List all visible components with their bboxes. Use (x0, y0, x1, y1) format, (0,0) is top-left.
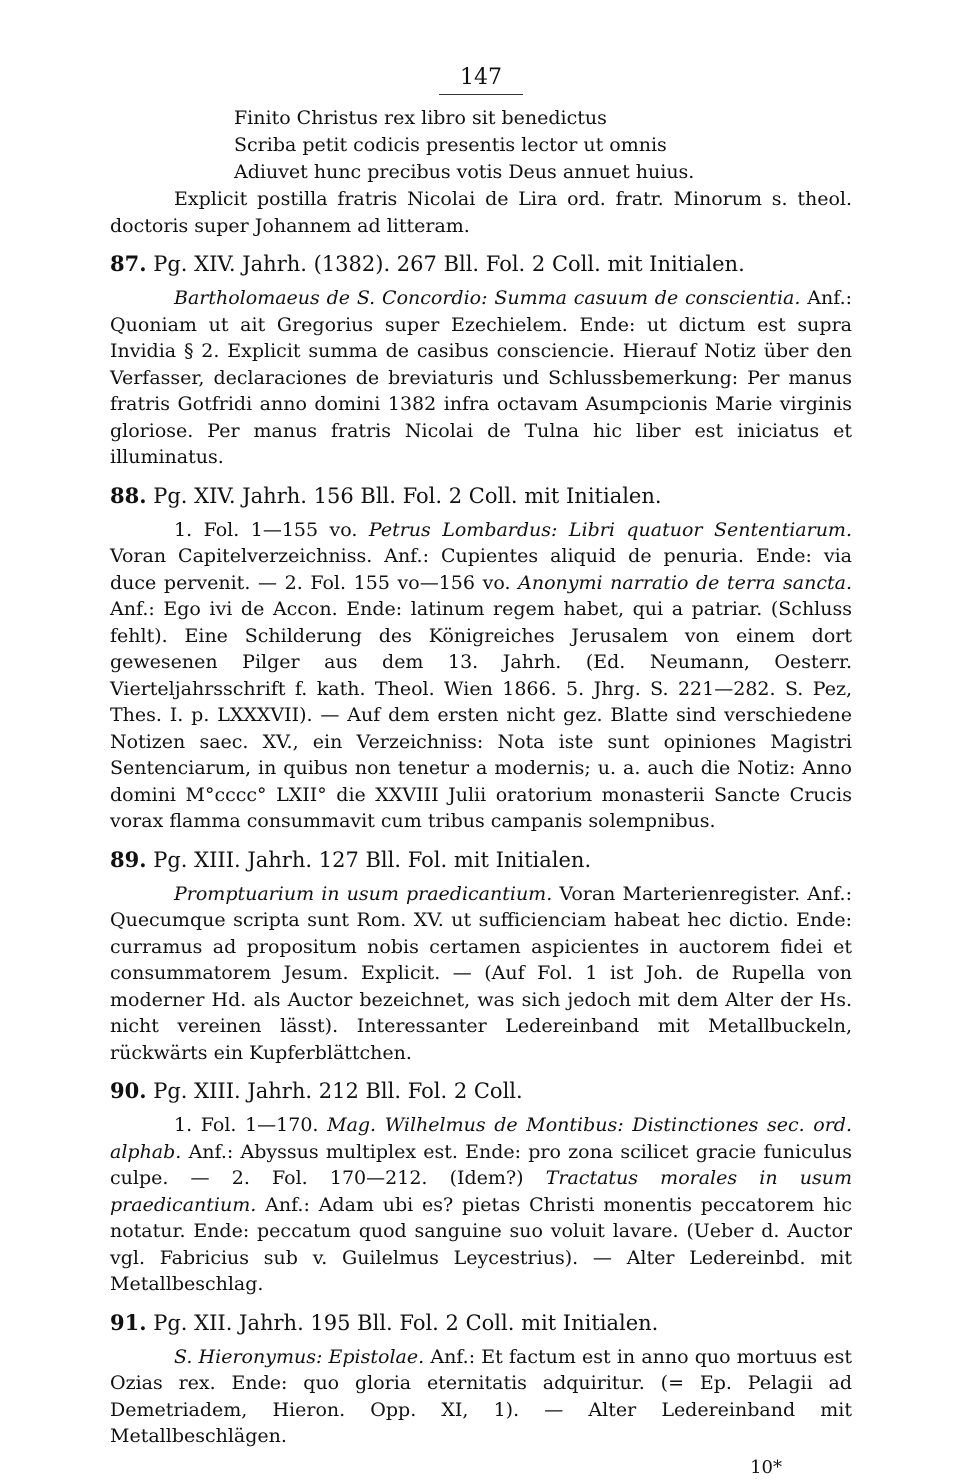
entry-body: Anf.: Et factum est in anno quo mortuus est Ozias rex. Ende: quo gloria eternitatis adquiritur. (= Ep. Pelagii ad Demetriadem, Hieron. Opp. XI, 1). — Alter Ledereinband mit Metallbeschlägen. (110, 1345, 852, 1447)
colophon-verse: Adiuvet hunc precibus votis Deus annuet huius. (234, 161, 695, 183)
entry-heading (110, 1308, 852, 1338)
signature-mark: 10* (750, 1456, 782, 1478)
work-title: Petrus Lombardus: Libri quatuor Sententiarum. (368, 518, 852, 541)
entry-body: Anf.: Ego ivi de Accon. Ende: latinum regem habet, qui a patriar. (Schluss fehlt). Eine Schilderung des Königreiches Jerusalem von einem dort gewesenen Pilger aus dem 13. Jahrh. (Ed. Neumann, Oesterr. Vierteljahrsschrift f. kath. Theol. Wien 1866. 5. Jhrg. S. 221—282. S. Pez, Thes. I. p. LXXXVII). — Auf dem ersten nicht gez. Blatte sind verschiedene Notizen saec. XV., ein Verzeichniss: Nota iste sunt opiniones Magistri Sentenciarum, in quibus non tenetur a modernis; u. a. auch die Notiz: Anno domini M°cccc° LXII° die XXVIII Julii oratorium monasterii Sancte Crucis vorax flamma consummavit cum tribus campanis solempnibus. (110, 598, 852, 832)
entry-87 (110, 249, 852, 471)
page-number: 147 (460, 65, 502, 90)
entry-number: 89. (110, 846, 147, 872)
entry-heading (110, 481, 852, 511)
colophon-verse: Scriba petit codicis presentis lector ut omnis (234, 134, 667, 156)
work-title: Bartholomaeus de S. Concordio: Summa casuum de conscientia. (174, 287, 801, 309)
entry-description (110, 1112, 852, 1298)
entry-heading (110, 845, 852, 875)
entry-heading-text: Pg. XIV. Jahrh. 156 Bll. Fol. 2 Coll. mit Initialen. (153, 483, 662, 508)
colophon-verse: Finito Christus rex libro sit benedictus (234, 107, 607, 129)
entry-number: 90. (110, 1078, 147, 1103)
entry-90 (110, 1076, 852, 1298)
entry-body: Anf.: Adam ubi es? pietas Christi monentis peccatorem hic notatur. Ende: peccatum quod sanguine suo voluit lavare. (Ueber d. Auctor vgl. Fabricius sub v. Guilelmus Leycestrius). — Alter Ledereinbd. mit Metallbeschlag. (110, 1193, 852, 1295)
entry-heading-text: Pg. XIII. Jahrh. 127 Bll. Fol. mit Initialen. (153, 847, 592, 872)
entry-description (110, 285, 852, 471)
work-title: Promptuarium in usum praedicantium. (174, 882, 553, 905)
part-prefix: 2. Fol. 170—212. (Idem?) (231, 1167, 524, 1189)
entry-heading-text: Pg. XII. Jahrh. 195 Bll. Fol. 2 Coll. mit Initialen. (153, 1310, 659, 1335)
entry-description (110, 881, 852, 1067)
entry-number: 91. (110, 1309, 147, 1335)
entry-heading (110, 1076, 852, 1106)
page-number-rule (439, 94, 523, 95)
entry-88 (110, 481, 852, 835)
entry-description (110, 517, 852, 835)
entry-heading (110, 249, 852, 279)
work-title: Mag. Wilhelmus de Montibus: Distinctiones sec. ord. alphab. (110, 1114, 852, 1163)
entry-body: Voran Marterienregister. Anf.: Quecumque scripta sunt Rom. XV. ut sufficienciam habeat hec dictio. Ende: curramus ad propositum nobis certamen aspicientes in auctorem fidei et consummatorem Jesum. Explicit. — (Auf Fol. 1 ist Joh. de Rupella von moderner Hd. als Auctor bezeichnet, was sich jedoch mit dem Alter der Hs. nicht vereinen lässt). Interessanter Ledereinband mit Metallbuckeln, rückwärts ein Kupferblättchen. (110, 882, 852, 1064)
work-title: Anonymi narratio de terra sancta. (518, 571, 852, 594)
page (110, 64, 852, 1482)
entry-description (110, 1344, 852, 1450)
entry-body: Voran Capitelverzeichniss. Anf.: Cupientes aliquid de penuria. Ende: via duce pervenit. — (110, 545, 852, 594)
work-title: Tractatus morales in usum praedicantium. (110, 1167, 852, 1216)
entry-number: 88. (110, 482, 147, 508)
entry-91 (110, 1308, 852, 1450)
entry-89 (110, 845, 852, 1067)
part-prefix: 1. Fol. 1—155 vo. (174, 518, 358, 541)
part-prefix: 2. Fol. 155 vo—156 vo. (284, 571, 511, 594)
entry-number: 87. (110, 251, 147, 276)
entry-heading-text: Pg. XIII. Jahrh. 212 Bll. Fol. 2 Coll. (153, 1079, 523, 1103)
work-title: S. Hieronymus: Epistolae. (174, 1345, 425, 1368)
entry-body: Anf.: Quoniam ut ait Gregorius super Ezechielem. Ende: ut dictum est supra Invidia § 2. Explicit summa de casibus consciencie. Hierauf Notiz über den Verfasser, declaraciones de breviaturis und Schlussbemerkung: Per manus fratris Gotfridi anno domini 1382 infra octavam Asumpcionis Marie virginis gloriose. Per manus fratris Nicolai de Tulna hic liber est iniciatus et illuminatus. (110, 287, 853, 468)
entry-body: Anf.: Abyssus multiplex est. Ende: pro zona scilicet gracie funiculus culpe. — (110, 1140, 852, 1189)
colophon-text: Explicit postilla fratris Nicolai de Lira ord. fratr. Minorum s. theol. doctoris super Johannem ad litteram. (110, 188, 852, 237)
part-prefix: 1. Fol. 1—170. (174, 1114, 319, 1136)
colophon (110, 105, 852, 239)
entry-heading-text: Pg. XIV. Jahrh. (1382). 267 Bll. Fol. 2 Coll. mit Initialen. (153, 252, 745, 276)
